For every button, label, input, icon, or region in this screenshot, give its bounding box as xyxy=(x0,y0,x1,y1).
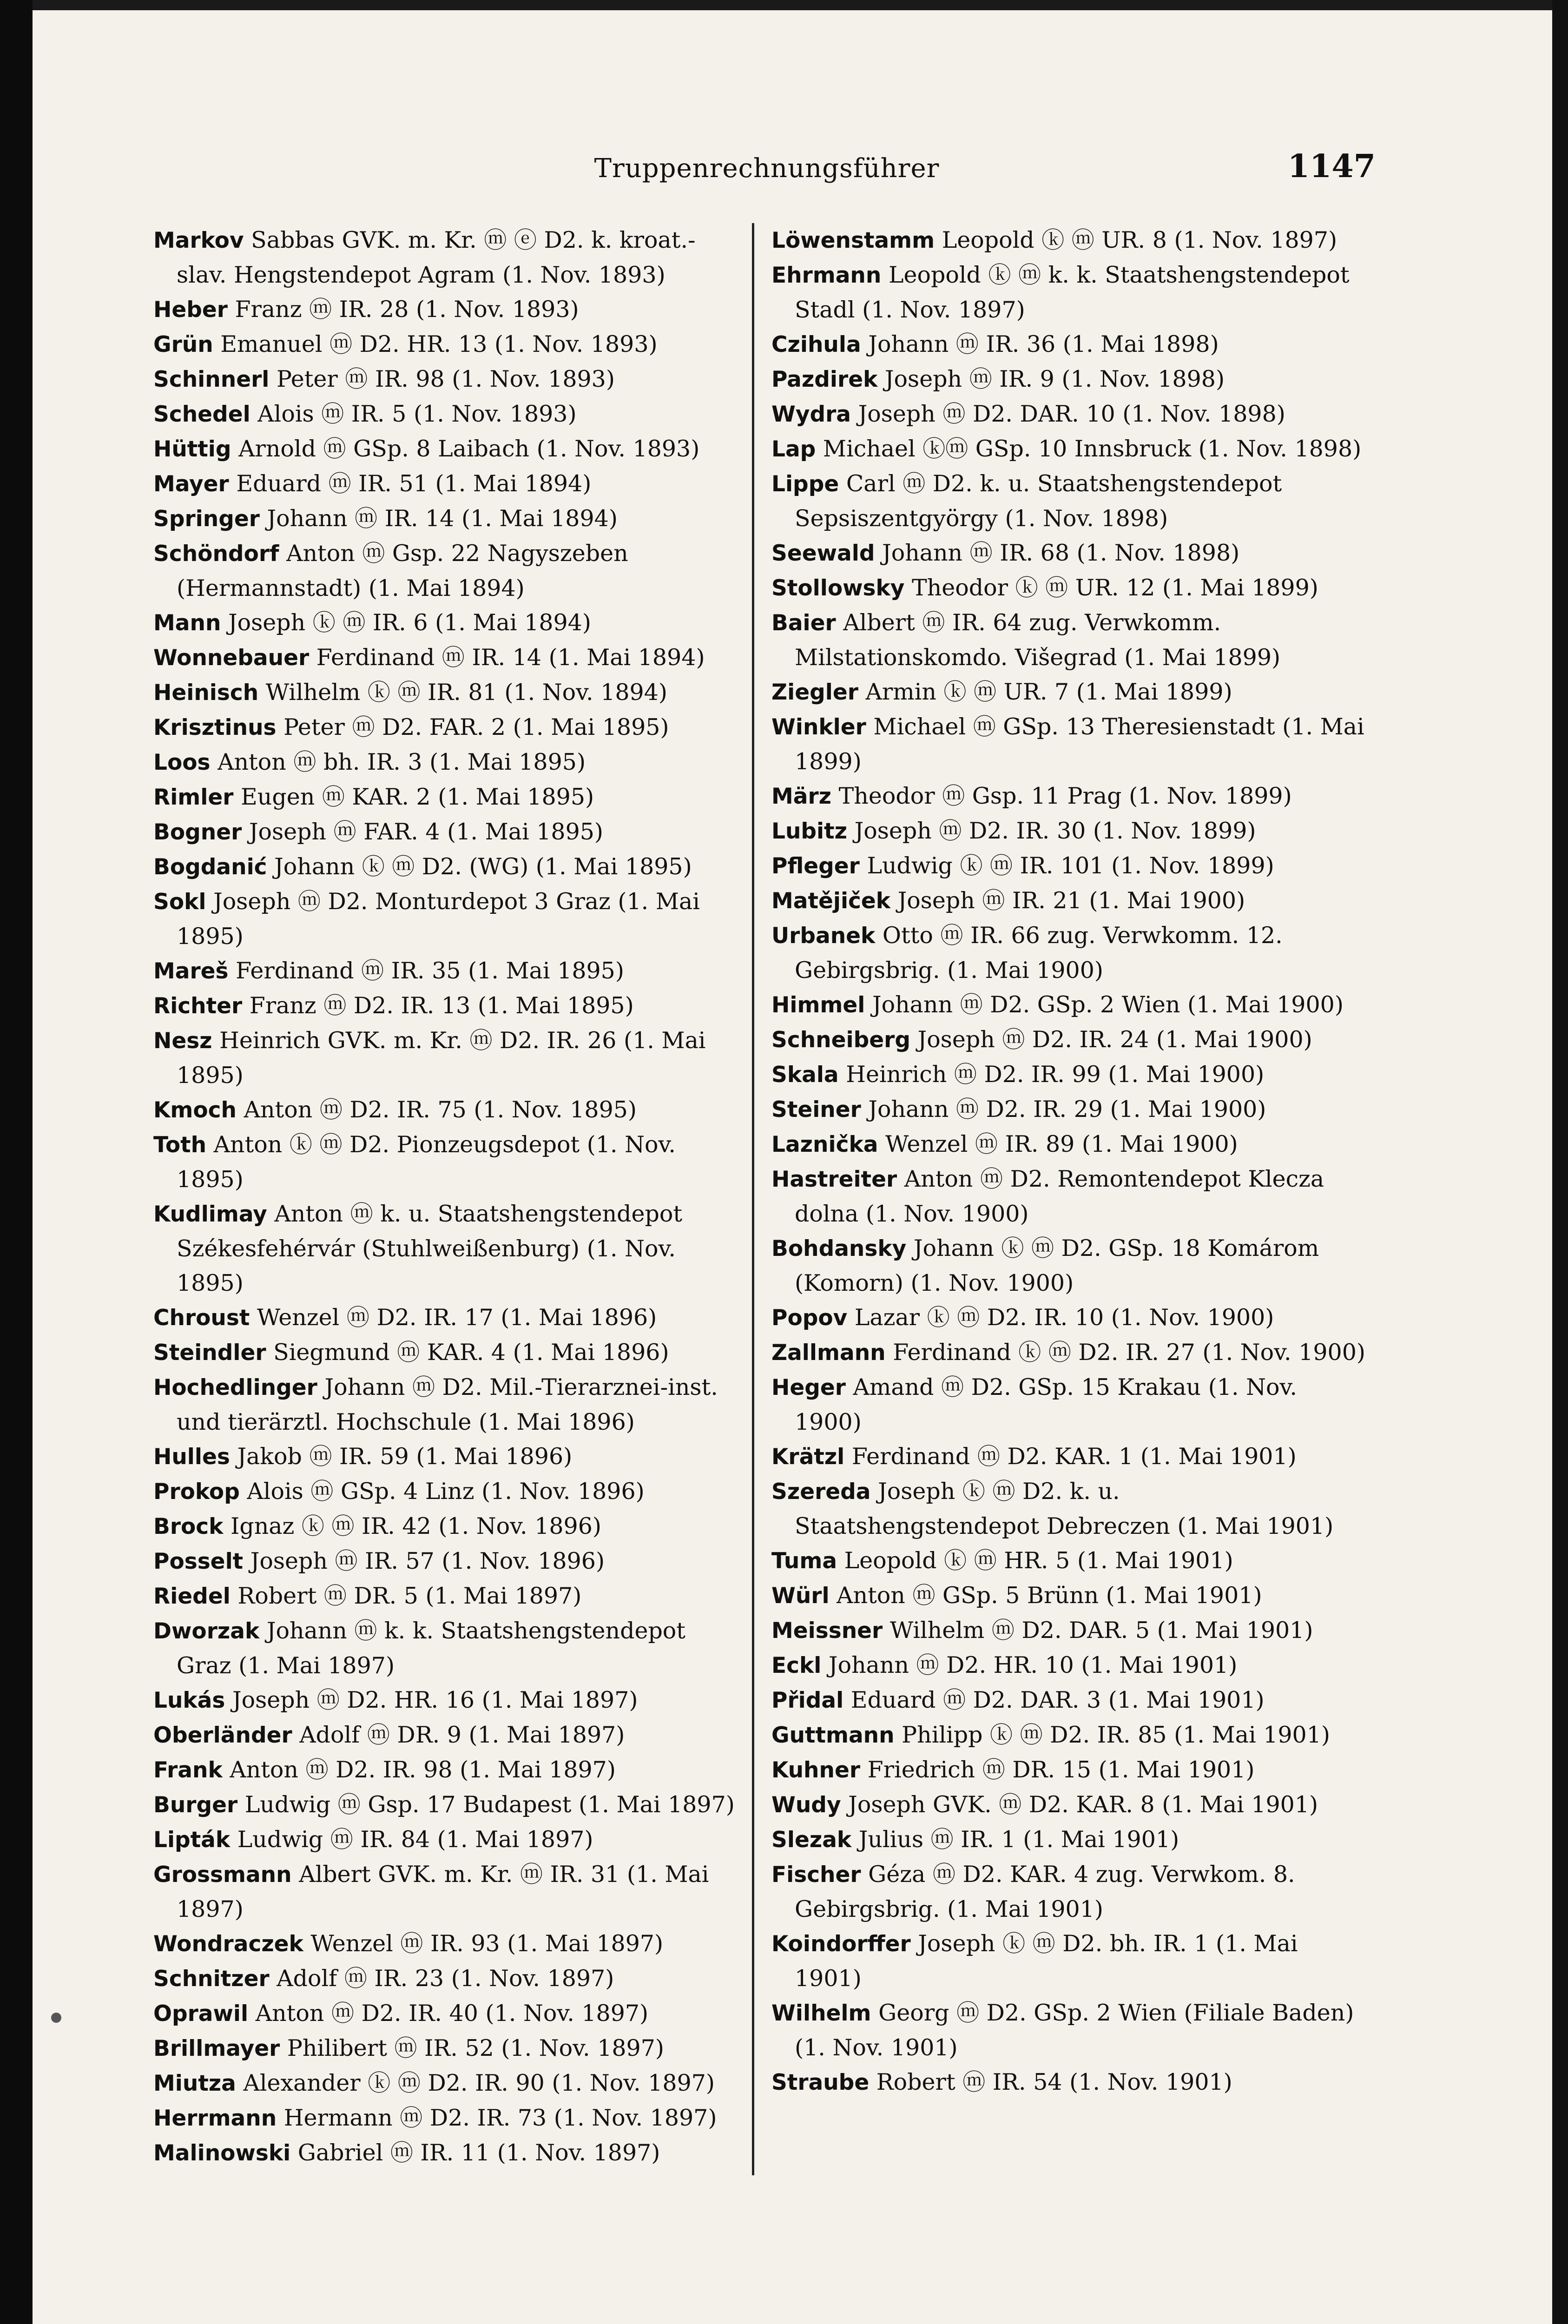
surname: Slezak xyxy=(771,1827,852,1853)
entry-details: Heinrich GVK. m. Kr. ⓜ D2. IR. 26 (1. Mai 1895) xyxy=(177,1027,706,1089)
entry-details: Robert ⓜ IR. 54 (1. Nov. 1901) xyxy=(876,2069,1232,2095)
surname: Grossmann xyxy=(153,1862,292,1888)
entry-details: Adolf ⓜ DR. 9 (1. Mai 1897) xyxy=(299,1722,625,1748)
list-item xyxy=(771,467,1371,536)
list-item xyxy=(153,292,744,327)
list-item xyxy=(153,1683,744,1718)
surname: Oprawil xyxy=(153,2001,249,2027)
entry-details: Anton ⓜ D2. IR. 40 (1. Nov. 1897) xyxy=(255,2000,649,2027)
surname: Schnitzer xyxy=(153,1966,270,1992)
surname: Steiner xyxy=(771,1097,861,1122)
surname: Richter xyxy=(153,993,243,1019)
surname: Matějiček xyxy=(771,888,891,914)
entry-details: Joseph ⓚ ⓜ D2. bh. IR. 1 (1. Mai 1901) xyxy=(795,1930,1298,1992)
surname: Meissner xyxy=(771,1618,883,1644)
entry-details: Anton ⓜ D2. IR. 75 (1. Nov. 1895) xyxy=(244,1096,637,1123)
surname: Kudlimay xyxy=(153,1202,267,1227)
list-item xyxy=(153,327,744,362)
surname: Bogdanić xyxy=(153,854,267,880)
list-item xyxy=(771,1648,1371,1683)
list-item xyxy=(771,1057,1371,1092)
surname: Würl xyxy=(771,1583,830,1609)
entry-details: Hermann ⓜ D2. IR. 73 (1. Nov. 1897) xyxy=(283,2105,717,2131)
entry-details: Johann ⓜ D2. HR. 10 (1. Mai 1901) xyxy=(828,1652,1238,1678)
entry-details: Ferdinand ⓜ D2. KAR. 1 (1. Mai 1901) xyxy=(851,1443,1297,1470)
list-item xyxy=(771,1370,1371,1439)
entry-details: Alois ⓜ GSp. 4 Linz (1. Nov. 1896) xyxy=(247,1478,645,1505)
list-item xyxy=(153,850,744,885)
list-item xyxy=(153,745,744,780)
entry-details: Michael ⓚⓜ GSp. 10 Innsbruck (1. Nov. 1898) xyxy=(823,436,1362,462)
entry-details: Wilhelm ⓚ ⓜ IR. 81 (1. Nov. 1894) xyxy=(265,679,668,706)
surname: Lap xyxy=(771,436,816,462)
surname: Wydra xyxy=(771,402,851,427)
surname: Krisztinus xyxy=(153,715,277,740)
entry-details: Michael ⓜ GSp. 13 Theresienstadt (1. Mai 1899) xyxy=(795,713,1364,775)
entry-details: Albert ⓜ IR. 64 zug. Verwkomm. Milstationskomdo. Višegrad (1. Mai 1899) xyxy=(795,609,1281,671)
surname: Schneiberg xyxy=(771,1027,910,1053)
entry-details: Eduard ⓜ IR. 51 (1. Mai 1894) xyxy=(236,470,592,497)
entry-details: Johann ⓜ k. k. Staatshengstendepot Graz (1. Mai 1897) xyxy=(177,1618,686,1679)
list-item xyxy=(153,1301,744,1335)
surname: Oberländer xyxy=(153,1723,292,1748)
surname: Heinisch xyxy=(153,680,259,706)
entry-details: Ludwig ⓚ ⓜ IR. 101 (1. Nov. 1899) xyxy=(867,852,1274,879)
entry-details: Peter ⓜ D2. FAR. 2 (1. Mai 1895) xyxy=(283,714,669,740)
surname: Prokop xyxy=(153,1479,240,1505)
surname: Posselt xyxy=(153,1549,244,1574)
list-item xyxy=(771,849,1371,884)
list-item xyxy=(153,467,744,502)
list-item xyxy=(771,1544,1371,1578)
surname: Loos xyxy=(153,750,211,775)
entry-details: Amand ⓜ D2. GSp. 15 Krakau (1. Nov. 1900) xyxy=(795,1374,1297,1435)
surname: Rimler xyxy=(153,785,234,810)
entry-details: Ignaz ⓚ ⓜ IR. 42 (1. Nov. 1896) xyxy=(231,1513,602,1539)
ink-blot xyxy=(51,2013,61,2023)
list-item xyxy=(153,432,744,467)
list-item xyxy=(153,885,744,954)
entry-details: Joseph ⓜ D2. HR. 16 (1. Mai 1897) xyxy=(232,1687,638,1713)
entry-details: Johann ⓚ ⓜ D2. (WG) (1. Mai 1895) xyxy=(274,853,692,880)
surname: Hulles xyxy=(153,1444,230,1470)
surname: Bohdansky xyxy=(771,1236,907,1261)
surname: Hochedlinger xyxy=(153,1375,317,1400)
list-item xyxy=(153,1927,744,1961)
surname: Guttmann xyxy=(771,1723,895,1748)
surname: Pfleger xyxy=(771,853,860,879)
list-item xyxy=(153,710,744,745)
entry-details: Joseph ⓜ FAR. 4 (1. Mai 1895) xyxy=(249,819,604,845)
entry-details: Philipp ⓚ ⓜ D2. IR. 85 (1. Mai 1901) xyxy=(902,1722,1331,1748)
scan-border-top xyxy=(0,0,1568,10)
list-item xyxy=(771,1231,1371,1301)
surname: Mann xyxy=(153,610,221,636)
surname: Popov xyxy=(771,1305,848,1331)
entry-details: Julius ⓜ IR. 1 (1. Mai 1901) xyxy=(858,1826,1179,1853)
surname: Dworzak xyxy=(153,1618,260,1644)
entry-details: Gabriel ⓜ IR. 11 (1. Nov. 1897) xyxy=(297,2139,660,2166)
surname: Koindorffer xyxy=(771,1931,911,1957)
entry-details: Franz ⓜ IR. 28 (1. Nov. 1893) xyxy=(235,296,579,323)
entry-details: Robert ⓜ DR. 5 (1. Mai 1897) xyxy=(237,1583,582,1609)
list-item xyxy=(771,779,1371,814)
surname: Miutza xyxy=(153,2071,236,2096)
surname: Steindler xyxy=(153,1340,266,1366)
entry-details: Arnold ⓜ GSp. 8 Laibach (1. Nov. 1893) xyxy=(238,436,700,462)
surname: Laznička xyxy=(771,1132,878,1157)
surname: Stollowsky xyxy=(771,575,905,601)
entry-details: Franz ⓜ D2. IR. 13 (1. Mai 1895) xyxy=(249,992,634,1019)
list-item xyxy=(771,1927,1371,1996)
surname: Kuhner xyxy=(771,1757,861,1783)
entry-details: Lazar ⓚ ⓜ D2. IR. 10 (1. Nov. 1900) xyxy=(854,1304,1274,1331)
surname: Ehrmann xyxy=(771,263,882,288)
surname: Lukás xyxy=(153,1688,225,1713)
entry-details: Anton ⓜ D2. IR. 98 (1. Mai 1897) xyxy=(230,1756,616,1783)
list-item xyxy=(771,1822,1371,1857)
list-item xyxy=(153,2101,744,2136)
list-item xyxy=(153,1579,744,1614)
entry-details: Eduard ⓜ D2. DAR. 3 (1. Mai 1901) xyxy=(850,1687,1265,1713)
entry-details: Johann ⓚ ⓜ D2. GSp. 18 Komárom (Komorn) (1. Nov. 1900) xyxy=(795,1235,1319,1296)
surname: Lippe xyxy=(771,471,839,497)
surname: Eckl xyxy=(771,1653,822,1678)
list-item xyxy=(153,502,744,536)
list-item xyxy=(771,1578,1371,1613)
entry-details: Géza ⓜ D2. KAR. 4 zug. Verwkom. 8. Gebirgsbrig. (1. Mai 1901) xyxy=(795,1861,1295,1922)
entry-details: Joseph ⓚ ⓜ D2. k. u. Staatshengstendepot Debreczen (1. Mai 1901) xyxy=(795,1478,1334,1539)
list-item xyxy=(153,1093,744,1128)
list-item xyxy=(153,1614,744,1683)
surname: Wudy xyxy=(771,1792,841,1818)
entry-details: Albert GVK. m. Kr. ⓜ IR. 31 (1. Mai 1897) xyxy=(177,1861,709,1922)
surname: Czihula xyxy=(771,332,861,357)
list-item xyxy=(153,1822,744,1857)
surname: Himmel xyxy=(771,992,865,1018)
entry-details: Alois ⓜ IR. 5 (1. Nov. 1893) xyxy=(257,401,577,427)
list-item xyxy=(153,536,744,606)
running-header-title: Truppenrechnungsführer xyxy=(594,153,940,184)
surname: Wilhelm xyxy=(771,2000,871,2026)
list-item xyxy=(771,1439,1371,1474)
list-item xyxy=(771,675,1371,710)
list-item xyxy=(153,954,744,989)
left-column xyxy=(153,223,744,2171)
entry-details: Adolf ⓜ IR. 23 (1. Nov. 1897) xyxy=(277,1965,614,1992)
list-item xyxy=(771,918,1371,988)
entry-details: Johann ⓜ IR. 14 (1. Mai 1894) xyxy=(267,505,618,532)
surname: Schöndorf xyxy=(153,541,279,567)
list-item xyxy=(153,1197,744,1301)
entry-details: Johann ⓜ IR. 68 (1. Nov. 1898) xyxy=(882,540,1240,566)
list-item xyxy=(771,1683,1371,1718)
entry-details: Anton ⓜ GSp. 5 Brünn (1. Mai 1901) xyxy=(837,1582,1262,1609)
surname: Grün xyxy=(153,332,213,357)
entry-details: Friedrich ⓜ DR. 15 (1. Mai 1901) xyxy=(867,1756,1255,1783)
list-item xyxy=(153,1335,744,1370)
list-item xyxy=(153,1718,744,1753)
scan-border-left xyxy=(0,0,33,2324)
surname: Riedel xyxy=(153,1584,231,1609)
surname: Tuma xyxy=(771,1548,837,1574)
list-item xyxy=(153,1996,744,2031)
list-item xyxy=(153,397,744,432)
entry-details: Anton ⓜ bh. IR. 3 (1. Mai 1895) xyxy=(217,749,586,775)
list-item xyxy=(771,327,1371,362)
surname: Lubitz xyxy=(771,819,847,844)
list-item xyxy=(771,710,1371,779)
entry-details: Johann ⓜ IR. 36 (1. Mai 1898) xyxy=(868,331,1219,357)
list-item xyxy=(153,606,744,640)
entry-details: Anton ⓜ Gsp. 22 Nagyszeben (Hermannstadt) (1. Mai 1894) xyxy=(177,540,628,601)
entry-details: Joseph ⓚ ⓜ IR. 6 (1. Mai 1894) xyxy=(228,609,591,636)
surname: Mareš xyxy=(153,958,229,984)
surname: Seewald xyxy=(771,541,875,566)
surname: Krätzl xyxy=(771,1444,845,1470)
column-divider xyxy=(752,223,754,2175)
surname: Springer xyxy=(153,506,260,532)
entry-details: Johann ⓜ D2. IR. 29 (1. Mai 1900) xyxy=(868,1096,1266,1122)
entry-details: Eugen ⓜ KAR. 2 (1. Mai 1895) xyxy=(241,784,594,810)
page-number: 1147 xyxy=(1287,148,1376,185)
list-item xyxy=(153,675,744,710)
surname: Markov xyxy=(153,228,244,253)
list-item xyxy=(771,988,1371,1023)
list-item xyxy=(771,1335,1371,1370)
list-item xyxy=(771,2065,1371,2100)
list-item xyxy=(771,1753,1371,1788)
entry-details: Joseph ⓜ D2. DAR. 10 (1. Nov. 1898) xyxy=(858,401,1285,427)
list-item xyxy=(153,2136,744,2171)
surname: Kmoch xyxy=(153,1097,237,1123)
list-item xyxy=(153,2031,744,2066)
surname: Burger xyxy=(153,1792,238,1818)
surname: Wonnebauer xyxy=(153,645,310,671)
surname: Hüttig xyxy=(153,436,231,462)
list-item xyxy=(771,536,1371,571)
surname: Baier xyxy=(771,610,836,636)
entry-details: Leopold ⓚ ⓜ HR. 5 (1. Mai 1901) xyxy=(844,1547,1233,1574)
entry-details: Joseph ⓜ D2. Monturdepot 3 Graz (1. Mai 1895) xyxy=(177,888,700,950)
surname: Chroust xyxy=(153,1305,250,1331)
surname: Hastreiter xyxy=(771,1167,897,1192)
surname: Brock xyxy=(153,1514,224,1539)
surname: Pazdirek xyxy=(771,367,878,392)
surname: Přidal xyxy=(771,1688,844,1713)
surname: Malinowski xyxy=(153,2140,291,2166)
surname: März xyxy=(771,784,832,809)
surname: Sokl xyxy=(153,889,206,915)
surname: Mayer xyxy=(153,471,229,497)
entry-details: Johann ⓜ D2. GSp. 2 Wien (1. Mai 1900) xyxy=(872,991,1344,1018)
surname: Heger xyxy=(771,1375,846,1400)
entry-details: Philibert ⓜ IR. 52 (1. Nov. 1897) xyxy=(287,2035,665,2061)
list-item xyxy=(771,1092,1371,1127)
entry-details: Johann ⓜ D2. Mil.-Tierarznei-inst. und tierärztl. Hochschule (1. Mai 1896) xyxy=(177,1374,718,1435)
surname: Ziegler xyxy=(771,680,858,705)
list-item xyxy=(771,223,1371,258)
surname: Schedel xyxy=(153,402,250,427)
list-item xyxy=(153,1544,744,1579)
list-item xyxy=(153,815,744,850)
entry-details: Jakob ⓜ IR. 59 (1. Mai 1896) xyxy=(237,1443,573,1470)
entry-details: Anton ⓜ D2. Remontendepot Klecza dolna (1. Nov. 1900) xyxy=(795,1166,1324,1227)
list-item xyxy=(153,1370,744,1439)
list-item xyxy=(771,258,1371,327)
list-item xyxy=(153,1961,744,1996)
list-item xyxy=(771,1162,1371,1231)
entry-details: Peter ⓜ IR. 98 (1. Nov. 1893) xyxy=(276,366,615,392)
list-item xyxy=(153,223,744,292)
list-item xyxy=(771,1718,1371,1753)
entry-details: Ludwig ⓜ IR. 84 (1. Mai 1897) xyxy=(237,1826,593,1853)
list-item xyxy=(771,884,1371,918)
surname: Urbanek xyxy=(771,923,876,949)
list-item xyxy=(153,1753,744,1788)
list-item xyxy=(771,1788,1371,1822)
entry-details: Armin ⓚ ⓜ UR. 7 (1. Mai 1899) xyxy=(865,679,1232,705)
surname: Fischer xyxy=(771,1862,861,1888)
list-item xyxy=(153,1509,744,1544)
right-column xyxy=(771,223,1371,2100)
entry-details: Emanuel ⓜ D2. HR. 13 (1. Nov. 1893) xyxy=(220,331,658,357)
list-item xyxy=(771,1023,1371,1057)
list-item xyxy=(771,432,1371,467)
surname: Nesz xyxy=(153,1028,212,1054)
surname: Löwenstamm xyxy=(771,228,935,253)
entry-details: Joseph ⓜ IR. 9 (1. Nov. 1898) xyxy=(884,366,1225,392)
entry-details: Ludwig ⓜ Gsp. 17 Budapest (1. Mai 1897) xyxy=(244,1791,735,1818)
list-item xyxy=(771,1127,1371,1162)
list-item xyxy=(153,1023,744,1093)
entry-details: Ferdinand ⓚ ⓜ D2. IR. 27 (1. Nov. 1900) xyxy=(893,1339,1366,1366)
list-item xyxy=(771,1474,1371,1544)
list-item xyxy=(153,780,744,815)
list-item xyxy=(153,362,744,397)
surname: Bogner xyxy=(153,819,242,845)
entry-details: Georg ⓜ D2. GSp. 2 Wien (Filiale Baden) (1. Nov. 1901) xyxy=(795,2000,1354,2061)
entry-details: Leopold ⓚ ⓜ k. k. Staatshengstendepot Stadl (1. Nov. 1897) xyxy=(795,262,1350,323)
entry-details: Joseph ⓜ IR. 57 (1. Nov. 1896) xyxy=(250,1548,605,1574)
entry-details: Joseph ⓜ D2. IR. 30 (1. Nov. 1899) xyxy=(854,818,1256,844)
entry-details: Wenzel ⓜ IR. 93 (1. Mai 1897) xyxy=(310,1930,664,1957)
list-item xyxy=(771,397,1371,432)
list-item xyxy=(153,640,744,675)
surname: Wondraczek xyxy=(153,1931,303,1957)
list-item xyxy=(771,606,1371,675)
surname: Skala xyxy=(771,1062,839,1088)
surname: Toth xyxy=(153,1132,207,1158)
entry-details: Joseph GVK. ⓜ D2. KAR. 8 (1. Mai 1901) xyxy=(848,1791,1318,1818)
list-item xyxy=(153,1439,744,1474)
entry-details: Theodor ⓚ ⓜ UR. 12 (1. Mai 1899) xyxy=(911,574,1318,601)
list-item xyxy=(771,814,1371,849)
surname: Lipták xyxy=(153,1827,231,1853)
list-item xyxy=(153,989,744,1023)
entry-details: Otto ⓜ IR. 66 zug. Verwkomm. 12. Gebirgsbrig. (1. Mai 1900) xyxy=(795,922,1283,984)
entry-details: Theodor ⓜ Gsp. 11 Prag (1. Nov. 1899) xyxy=(838,783,1292,809)
list-item xyxy=(771,362,1371,397)
entry-details: Wenzel ⓜ D2. IR. 17 (1. Mai 1896) xyxy=(257,1304,657,1331)
entry-details: Joseph ⓜ IR. 21 (1. Mai 1900) xyxy=(897,887,1245,914)
list-item xyxy=(153,1474,744,1509)
surname: Heber xyxy=(153,297,228,323)
entry-details: Siegmund ⓜ KAR. 4 (1. Mai 1896) xyxy=(273,1339,669,1366)
surname: Brillmayer xyxy=(153,2036,280,2061)
entry-details: Carl ⓜ D2. k. u. Staatshengstendepot Sepsiszentgyörgy (1. Nov. 1898) xyxy=(795,470,1282,532)
entry-details: Joseph ⓜ D2. IR. 24 (1. Mai 1900) xyxy=(917,1026,1312,1053)
surname: Herrmann xyxy=(153,2106,277,2131)
entry-details: Wilhelm ⓜ D2. DAR. 5 (1. Mai 1901) xyxy=(889,1617,1313,1644)
list-item xyxy=(771,1301,1371,1335)
entry-details: Sabbas GVK. m. Kr. ⓜ ⓔ D2. k. kroat.-slav. Hengstendepot Agram (1. Nov. 1893) xyxy=(177,227,696,288)
entry-details: Ferdinand ⓜ IR. 14 (1. Mai 1894) xyxy=(316,644,705,671)
list-item xyxy=(771,1857,1371,1927)
surname: Schinnerl xyxy=(153,367,270,392)
list-item xyxy=(153,1857,744,1927)
list-item xyxy=(153,1128,744,1197)
list-item xyxy=(771,1613,1371,1648)
entry-details: Wenzel ⓜ IR. 89 (1. Mai 1900) xyxy=(885,1131,1238,1157)
scan-border-right xyxy=(1552,0,1568,2324)
surname: Frank xyxy=(153,1757,223,1783)
entry-details: Leopold ⓚ ⓜ UR. 8 (1. Nov. 1897) xyxy=(942,227,1337,253)
surname: Szereda xyxy=(771,1479,871,1505)
entry-details: Alexander ⓚ ⓜ D2. IR. 90 (1. Nov. 1897) xyxy=(243,2070,715,2096)
surname: Winkler xyxy=(771,714,866,740)
entry-details: Anton ⓚ ⓜ D2. Pionzeugsdepot (1. Nov. 1895) xyxy=(177,1131,676,1193)
list-item xyxy=(153,1788,744,1822)
list-item xyxy=(153,2066,744,2101)
list-item xyxy=(771,1996,1371,2065)
list-item xyxy=(771,571,1371,606)
entry-details: Heinrich ⓜ D2. IR. 99 (1. Mai 1900) xyxy=(846,1061,1265,1088)
surname: Zallmann xyxy=(771,1340,886,1366)
entry-details: Anton ⓜ k. u. Staatshengstendepot Székesfehérvár (Stuhlweißenburg) (1. Nov. 1895) xyxy=(177,1201,683,1296)
entry-details: Ferdinand ⓜ IR. 35 (1. Mai 1895) xyxy=(236,957,624,984)
surname: Straube xyxy=(771,2070,870,2095)
